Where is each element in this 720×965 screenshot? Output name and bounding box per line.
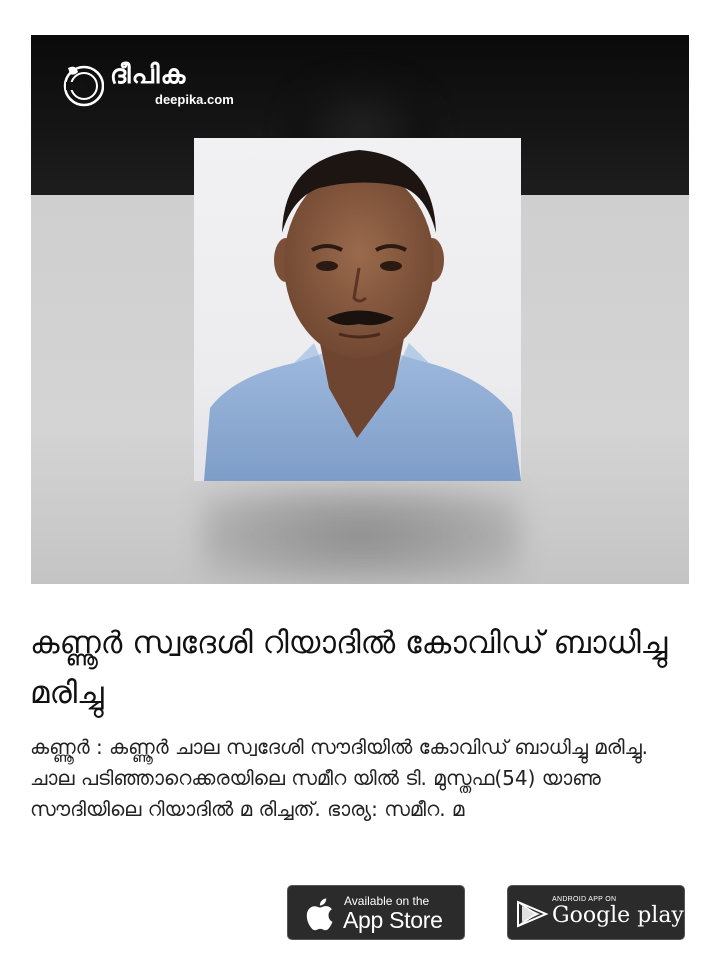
article-summary: കണ്ണൂർ : കണ്ണൂർ ചാല സ്വദേശി സൗദിയിൽ കോവിഡ് ബാധിച്ചു മരിച്ചു. ചാല പടിഞ്ഞാറെക്കരയിലെ സമീറ യിൽ ടി. മുസ്തഫ(54) യാണു സൗദിയിലെ റിയാദിൽ മ രിച്ചത്. ഭാര്യ: സമീറ. മ: [30, 735, 649, 821]
google-play-icon: [516, 900, 550, 932]
google-play-button[interactable]: [507, 885, 685, 940]
app-store-button[interactable]: [287, 885, 465, 940]
app-store-label: App Store: [343, 907, 443, 933]
google-play-small-label: ANDROID APP ON: [552, 896, 617, 903]
apple-icon: [304, 897, 334, 935]
google-play-label: Google play: [552, 903, 684, 928]
brand-name: ദീപിക: [110, 60, 187, 90]
person-photo: [194, 138, 521, 481]
brand-logo[interactable]: [62, 62, 252, 112]
deepika-logo-icon: [62, 62, 104, 108]
hero-blurred-shadow: [201, 487, 521, 584]
app-store-small-label: Available on the: [344, 894, 430, 908]
article-headline[interactable]: കണ്ണൂർ സ്വദേശി റിയാദിൽ കോവിഡ് ബാധിച്ചു മരിച്ചു: [30, 625, 668, 711]
brand-site: deepika.com: [155, 92, 234, 107]
